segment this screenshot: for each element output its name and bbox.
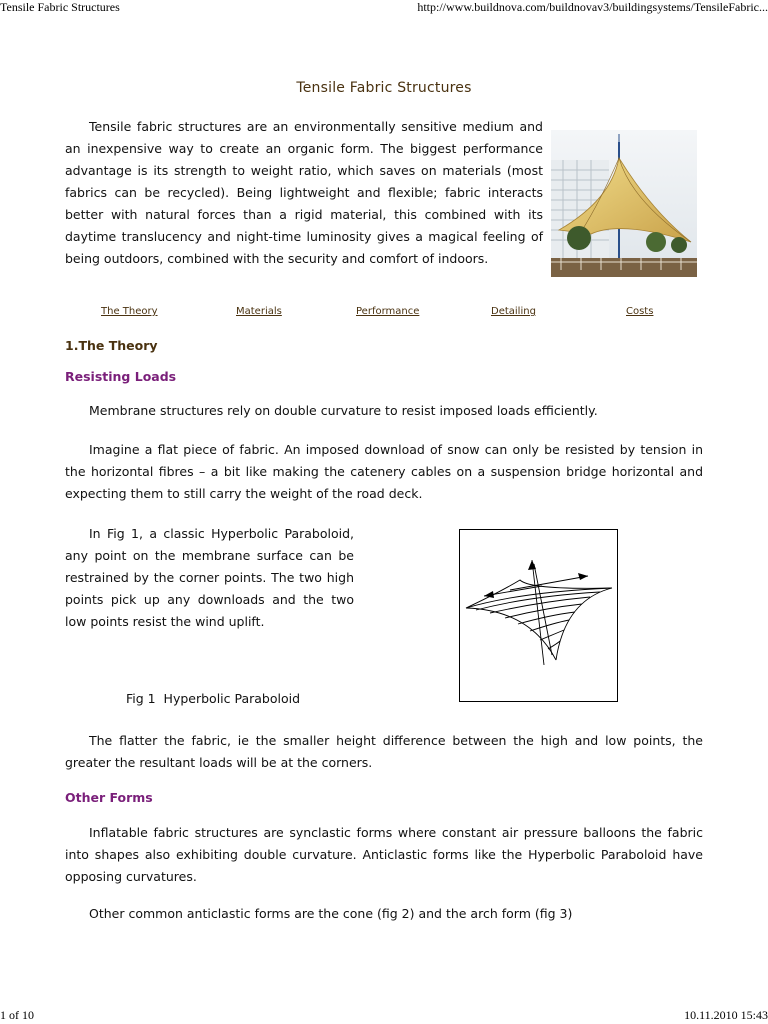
browser-header-url: http://www.buildnova.com/buildnovav3/buildingsystems/TensileFabric... — [417, 0, 768, 14]
section-heading-theory: 1.The Theory — [65, 338, 158, 353]
paragraph-double-curvature: Membrane structures rely on double curvature to resist imposed loads efficiently. — [89, 403, 598, 418]
paragraph-fig1-description: In Fig 1, a classic Hyperbolic Paraboloid, any point on the membrane surface can be restrained by the corner points. The two high points pick up any downloads and the two low points resist the wind uplift. — [65, 526, 354, 629]
nav-link-costs[interactable]: Costs — [626, 306, 654, 317]
subheading-other-forms: Other Forms — [65, 790, 153, 805]
page-title: Tensile Fabric Structures — [296, 80, 472, 96]
nav-link-performance[interactable]: Performance — [356, 306, 420, 317]
hypar-drawing — [460, 530, 617, 701]
nav-link-the-theory[interactable]: The Theory — [101, 306, 158, 317]
paragraph-anticlastic-forms: Other common anticlastic forms are the cone (fig 2) and the arch form (fig 3) — [89, 906, 573, 921]
fig1-caption: Fig 1 Hyperbolic Paraboloid — [126, 691, 301, 706]
browser-header-title: Tensile Fabric Structures — [0, 0, 120, 14]
intro-paragraph: Tensile fabric structures are an environmentally sensitive medium and an inexpensive way to create an organic form. The biggest performance advantage is its strength to weight ratio, which saves on materials (most fabrics can be recycled). Being lightweight and flexible; fabric interacts better with natural forces than a rigid material, this combined with its daytime translucency and night-time luminosity gives a magical feeling of being outdoors, combined with the security and comfort of indoors. — [65, 119, 543, 266]
tensile-structure-photo — [551, 130, 697, 277]
paragraph-inflatable-structures: Inflatable fabric structures are synclastic forms where constant air pressure balloons the fabric into shapes also exhibiting double curvature. Anticlastic forms like the Hyperbolic Paraboloid have opposing curvatures. — [65, 825, 703, 884]
footer-datetime: 10.11.2010 15:43 — [684, 1008, 768, 1022]
paragraph-flat-fabric: Imagine a flat piece of fabric. An imposed download of snow can only be resisted by tension in the horizontal fibres – a bit like making the catenery cables on a suspension bridge horizontal and expecting them to still carry the weight of the road deck. — [65, 442, 703, 501]
nav-link-materials[interactable]: Materials — [236, 306, 282, 317]
paragraph-flatter-fabric: The flatter the fabric, ie the smaller height difference between the high and low points, the greater the resultant loads will be at the corners. — [65, 733, 703, 770]
fig1-hyperbolic-paraboloid-diagram — [459, 529, 618, 702]
footer-page-count: 1 of 10 — [0, 1008, 34, 1022]
nav-link-detailing[interactable]: Detailing — [491, 306, 536, 317]
photo-illustration — [551, 130, 697, 277]
subheading-resisting-loads: Resisting Loads — [65, 369, 177, 384]
